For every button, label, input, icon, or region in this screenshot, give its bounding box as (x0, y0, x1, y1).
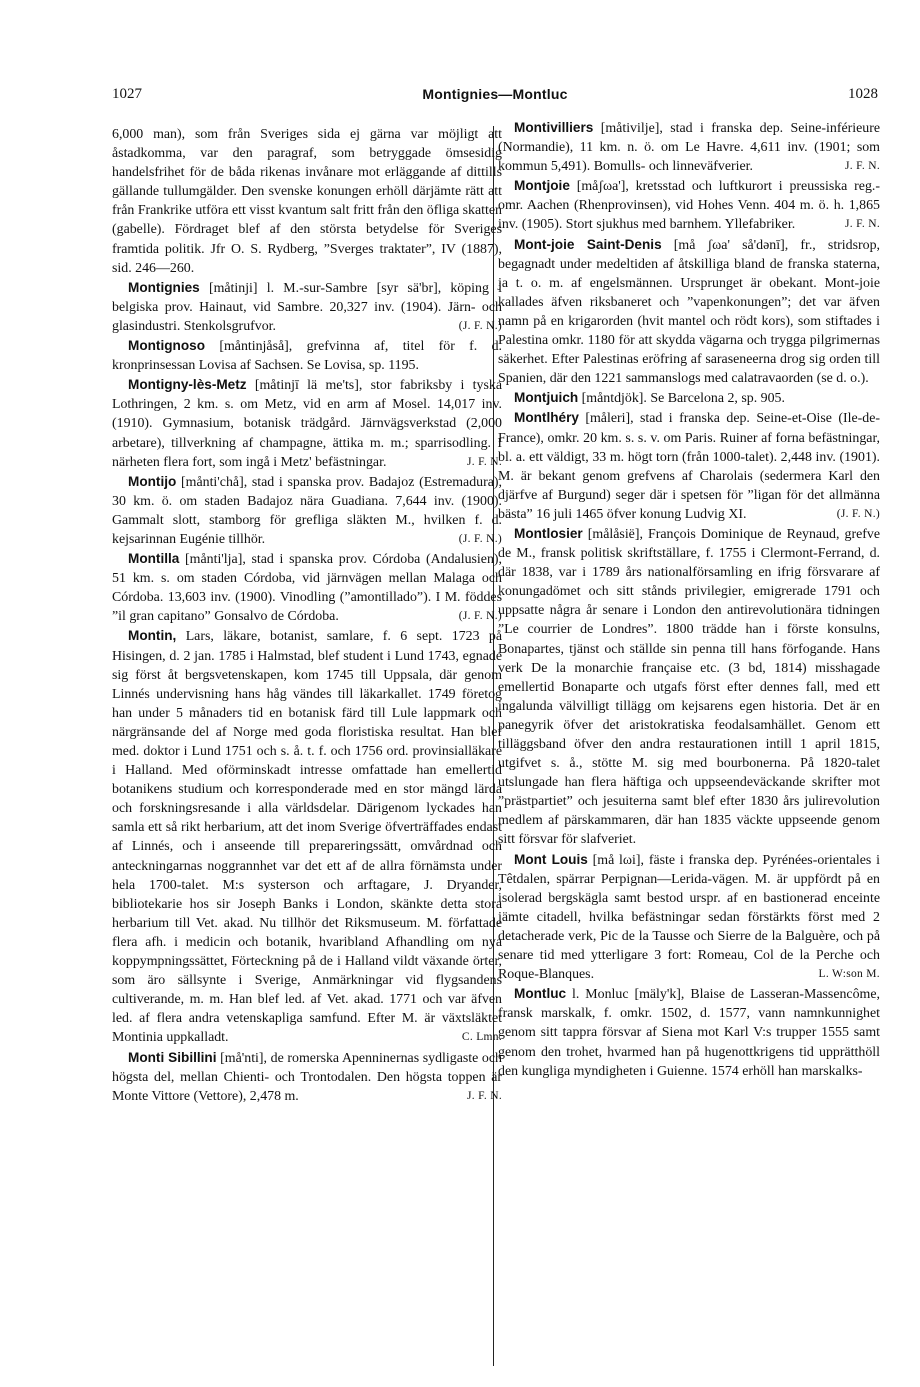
entry-headword: Mont Louis (514, 851, 588, 867)
entry (498, 388, 880, 408)
page-header (112, 86, 878, 108)
entry-headword: Montijo (128, 473, 177, 489)
entry (112, 336, 502, 375)
entry (498, 850, 880, 985)
entry-signature: (J. F. N.) (836, 507, 880, 520)
entry-text: [måtinji] l. M.-sur-Sambre [syr sä'br], köping i belgiska prov. Hainaut, vid Sambre. 20,327 inv. (1904). Järn- och glasindustri. Stenkolsgrufvor. (112, 280, 502, 334)
entry-headword: Montjuich (514, 390, 579, 406)
entry (112, 375, 502, 471)
entry-headword: Montilla (128, 551, 180, 567)
entry-headword: Montigny-lès-Metz (128, 377, 247, 393)
entry-text: [målåsië], François Dominique de Reynaud, grefve de M., fransk politisk skriftställare, f. 1755 i Clermont-Ferrand, d. där 1838, var i 1789 års nationalförsamling en ifrig försvarare af konungadömet och sitt stånds privilegier, emigrerade 1791 och uppsatte några år senare i London den antirevolutionära tidningen ”Le courrier de Londres”. 1800 trädde han i förste konsulns, Bonapartes, tjänst och ställde sin penna till hans förfogande. Hans verk De la monarchie française etc. (3 bd, 1814) misshagade emellertid Bonaparte och utgafs först efter dennes fall, med ett ingalunda välvilligt tillägg om kejsarens egen historia. Det är en panegyrik öfver det aristokratiska feodalsamhället. Genom ett tilläggsband öfver den andra restaurationen intill 1 april 1815, utgifvet s. å., stötte M. sig med bourbonerna. På 1820-talet utslungade han flera häftiga och uppseendeväckande skrifter mot ”prästpartiet” och jesuiterna samt blef efter 1830 års julirevolution medlem af pärskammaren, där han 1835 väckte uppseende genom sitt försvar för slafveriet. (498, 526, 880, 848)
entry-signature: (J. F. N.) (458, 319, 502, 332)
entry-text: [måntinjåså], grefvinna af, titel för f. d. kronprinsessan Lovisa af Sachsen. Se Lovisa, sp. 1195. (112, 339, 502, 374)
entry-text: [måtivilje], stad i franska dep. Seine-inférieure (Normandie), 11 km. n. ö. om Le Havre. 4,611 inv. (1901; som kommun 5,491). Bomulls- och linneväfverier. (498, 121, 880, 175)
entry-text: [må lωi], fäste i franska dep. Pyrénées-orientales i Têtdalen, spärrar Perpignan—Lerida-vägen. M. är uppfördt på en isolerad bergskägla samt bestod urspr. af en bastionerad enceinte jämte citadell, hvilka befästningar sedan förstärkts först med 2 detacherade verk, Pic de la Tausse och Sierre de la Balguère, och på senare tid med ytterligare 3 fort: Romeau, Col de la Perche och Roque-Blanques. (498, 852, 880, 983)
entry (112, 278, 502, 336)
entry-headword: Montignoso (128, 338, 206, 354)
entry (112, 124, 502, 278)
entry-text: [månti'chå], stad i spanska prov. Badajoz (Estremadura), 30 km. ö. om staden Badajoz nära Guadiana. 7,644 inv. (1900). Gammalt slott, stamborg för grefliga släkten M., hvilken f. d. kejsarinnan Eugénie tillhör. (112, 474, 502, 547)
entry-signature: L. W:son M. (818, 968, 880, 981)
entry (498, 984, 880, 1080)
entry-signature: (J. F. N.) (458, 610, 502, 623)
entry (498, 118, 880, 176)
entry-headword: Montignies (128, 279, 200, 295)
entry-text: [måʃωa'], kretsstad och luftkurort i preussiska reg.-omr. Aachen (Rhenprovinsen), vid Hohes Venn. 404 m. ö. h. 1,865 inv. (1905). Stort sjukhus med barnhem. Yllefabriker. (498, 179, 880, 233)
entry-headword: Montlosier (514, 525, 583, 541)
entry-signature: J. F. N. (844, 160, 880, 173)
entry-text: [måleri], stad i franska dep. Seine-et-Oise (Ile-de-France), omkr. 20 km. s. s. v. om Paris. Ruiner af forna befästningar, bl. a. ett väldigt, 33 m. högt torn (från 1000-talet). 2,448 inv. (1901). M. är bekant genom grefvens af Charolais (sedermera Karl den djärfve af Burgund) seger där i spetsen för ”ligan för det allmänna bästa” 16 juli 1465 öfver konung Ludvig XI. (498, 411, 880, 522)
entry-text: [månti'lja], stad i spanska prov. Córdoba (Andalusien), 51 km. s. om staden Córdoba, vid järnvägen mellan Malaga och Córdoba. 13,603 inv. (1900). Vinodling (”amontillado”). I M. föddes ”il gran capitano” Gonsalvo de Córdoba. (112, 552, 502, 625)
entry-text: l. Monluc [mäly'k], Blaise de Lasseran-Massencôme, fransk marskalk, f. omkr. 1502, d. 1577, vann namnkunnighet genom sitt tappra försvar af Siena mot Karl V:s trupper 1555 samt genom den trohet, hvarmed han på hugenottkrigens tid upprätthöll den kungliga myndigheten i Guienne. 1574 erhöll han marskalks- (498, 987, 880, 1079)
entry-signature: J. F. N. (466, 455, 502, 468)
entry-headword: Monti Sibillini (128, 1049, 217, 1065)
entry-signature: J. F. N. (844, 218, 880, 231)
right-column (498, 118, 880, 1081)
entry-text: Lars, läkare, botanist, samlare, f. 6 sept. 1723 på Hisingen, d. 2 jan. 1785 i Halmstad, blef student i Lund 1743, egnade sig först åt bergsvetenskapen, kom 1745 till Uppsala, där genom Linnés undervisning hans håg vändes till läkarkallet. 1749 företog han under 5 månaders tid en botanisk färd till Lule lappmark och närgränsande del af Norge med goda floristiska resultat. Han blef med. doktor i Lund 1751 och s. å. t. f. och 1756 ord. provinsialläkare i Halland. Med oförminskadt intresse omfattade han emellertid botanikens studium och korresponderade med en stor mängd lärda och forskningsresande i alla världsdelar. Därigenom lyckades han samla ett så rikt herbarium, att det inom Sverige öfverträffades endast af Linnés, och i anseende till prepareringssätt, omvårdnad och anteckningarnas noggrannhet var det ett af de allra förnämsta under hela 1700-talet. M:s systerson och arftagare, J. Dryander, bibliotekarie hos sir Joseph Banks i London, skänkte detta stora herbarium till Vet. akad. Nu tillhör det Riksmuseum. M. författade flera afh. i medicin och botanik, hvaribland Afhandling om nya koppympningssättet, Förteckning på de i Halland vildt växande örter, som äro sällsynte i Sverige, Anmärkningar vid flygsandens cultiverande, m. m. Han blef led. af Vet. akad. 1771 och var äfven led. af flera andra vetenskapliga samfund. Efter M. är växtsläktet Montinia uppkalladt. (112, 629, 502, 1046)
entry-headword: Montjoie (514, 178, 570, 194)
entry-text: [måtinjī lä me'ts], stor fabriksby i tyska Lothringen, 2 km. s. om Metz, vid en arm af Mosel. 14,017 inv. (1910). Gymnasium, botanisk trädgård. Järnvägsverkstad (2,000 arbetare), tillverkning af champagne, ättika m. m.; sparrisodling. I närheten flera fort, som ingå i Metz' befästningar. (112, 378, 502, 470)
entry-text: 6,000 man), som från Sveriges sida ej gärna var möjligt att åstadkomma, var den paragraf, som betryggade ömsesidig handelsfrihet för de båda rikenas invånare mot erläggande af dittills gällande tullumgälder. Den svenske konungen erhöll därjämte rätt att från Frankrike utföra ett visst kvantum salt fritt från den öfliga skatten (gabelle). Fördraget blef af den största betydelse för Sveriges framtida politik. Jfr O. S. Rydberg, ”Sverges traktater”, IV (1887), sid. 246—260. (112, 127, 502, 276)
entry-headword: Mont-joie Saint-Denis (514, 236, 662, 252)
entry-signature: C. Lmn. (461, 1031, 502, 1044)
running-title: Montignies—Montluc (422, 86, 568, 102)
entry (112, 549, 502, 626)
entry-text: [må'nti], de romerska Apenninernas sydligaste och högsta del, mellan Chienti- och Trontodalen. Den högsta toppen är Monte Vittore (Vettore), 2,478 m. (112, 1050, 502, 1104)
entry-headword: Montluc (514, 986, 567, 1002)
page-number-left: 1027 (112, 86, 142, 102)
entry (498, 176, 880, 234)
entry-text: [må ʃωa' så'dənī], fr., stridsrop, begagnadt under medeltiden af åtskilliga bland de franska staterna, ja t. o. m. af engelsmännen. Ursprunget är obekant. Mont-joie kallades äfven riksbaneret och ”vapenkonungen”; det var äfven namn på en krigarorden (hvit mantel och rödt kors), som stiftades i Palestina omkr. 1180 för att skydda vägarna och trygga pilgrimernas säkerhet. Efter Palestinas eröfring af saraseneerna drog sig orden till Spanien, där den 1221 sammanslogs med calatravaorden (se d. o.). (498, 237, 881, 387)
entry-signature: J. F. N. (466, 1089, 502, 1102)
left-column (112, 124, 502, 1106)
entry-text: [måntdjök]. Se Barcelona 2, sp. 905. (581, 391, 785, 407)
entry (112, 1048, 502, 1106)
page-number-right: 1028 (848, 86, 878, 102)
entry (498, 524, 880, 850)
entry (498, 408, 880, 524)
entry-headword: Montivilliers (514, 120, 594, 135)
entry-headword: Montlhéry (514, 410, 579, 426)
entry (498, 235, 880, 389)
entry (112, 472, 502, 549)
entry-signature: (J. F. N.) (458, 532, 502, 545)
entry (112, 626, 502, 1047)
entry-headword: Montin, (128, 628, 177, 644)
